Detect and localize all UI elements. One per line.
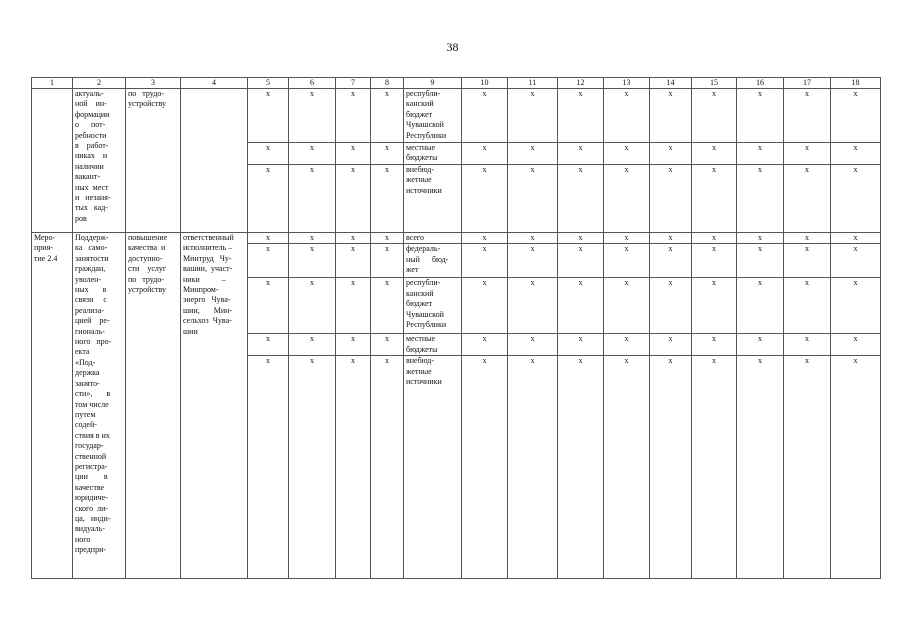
x-mark: x xyxy=(692,244,737,278)
x-mark: x xyxy=(737,278,784,334)
x-mark: x xyxy=(508,143,558,165)
column-header: 14 xyxy=(650,78,692,89)
x-mark: x xyxy=(737,334,784,356)
x-mark: x xyxy=(289,278,336,334)
x-mark: x xyxy=(248,89,289,143)
x-mark: x xyxy=(371,89,404,143)
x-mark: x xyxy=(371,244,404,278)
x-mark: x xyxy=(604,356,650,579)
x-mark: x xyxy=(784,244,831,278)
x-mark: x xyxy=(784,143,831,165)
x-mark: x xyxy=(737,356,784,579)
column-header: 17 xyxy=(784,78,831,89)
column-header: 11 xyxy=(508,78,558,89)
x-mark: x xyxy=(604,334,650,356)
x-mark: x xyxy=(371,165,404,233)
x-mark: x xyxy=(248,278,289,334)
x-mark: x xyxy=(604,278,650,334)
budget-source-cell: местные бюджеты xyxy=(404,143,462,165)
x-mark: x xyxy=(831,233,881,244)
x-mark: x xyxy=(248,233,289,244)
x-mark: x xyxy=(336,278,371,334)
x-mark: x xyxy=(508,165,558,233)
x-mark: x xyxy=(692,165,737,233)
event-title-cell: Поддерж- ка само- занятости граждан, уволен- ных в связи с реализа- цией ре- гиональ- ного про- екта «Под- держка занято- сти», в том числе путем содей- ствия в их государ- ственной регистра- ции в качестве юридиче- ского ли- ца, инди- видуаль- ного предпри- xyxy=(73,233,126,579)
x-mark: x xyxy=(737,89,784,143)
x-mark: x xyxy=(784,89,831,143)
x-mark: x xyxy=(604,233,650,244)
x-mark: x xyxy=(336,89,371,143)
column-header: 3 xyxy=(126,78,181,89)
x-mark: x xyxy=(650,233,692,244)
x-mark: x xyxy=(336,356,371,579)
x-mark: x xyxy=(371,334,404,356)
x-mark: x xyxy=(692,278,737,334)
x-mark: x xyxy=(508,244,558,278)
column-header: 5 xyxy=(248,78,289,89)
x-mark: x xyxy=(558,165,604,233)
x-mark: x xyxy=(737,244,784,278)
x-mark: x xyxy=(737,233,784,244)
x-mark: x xyxy=(692,89,737,143)
column-header: 4 xyxy=(181,78,248,89)
table-row xyxy=(32,89,881,143)
x-mark: x xyxy=(462,143,508,165)
x-mark: x xyxy=(650,143,692,165)
event-number-cell: Меро- прия- тие 2.4 xyxy=(32,233,73,579)
x-mark: x xyxy=(508,334,558,356)
x-mark: x xyxy=(831,244,881,278)
x-mark: x xyxy=(650,334,692,356)
x-mark: x xyxy=(248,334,289,356)
x-mark: x xyxy=(508,89,558,143)
x-mark: x xyxy=(462,356,508,579)
x-mark: x xyxy=(831,334,881,356)
x-mark: x xyxy=(462,278,508,334)
financing-table xyxy=(31,77,881,579)
page-number: 38 xyxy=(446,40,459,54)
x-mark: x xyxy=(784,278,831,334)
x-mark: x xyxy=(508,278,558,334)
column-header: 2 xyxy=(73,78,126,89)
x-mark: x xyxy=(784,233,831,244)
expected-result-cell: повышение качества и доступно- сти услуг по трудо- устройству xyxy=(126,233,181,579)
x-mark: x xyxy=(462,233,508,244)
x-mark: x xyxy=(650,165,692,233)
x-mark: x xyxy=(508,233,558,244)
x-mark: x xyxy=(289,233,336,244)
expected-result-cell: по трудо- устройству xyxy=(126,89,181,233)
x-mark: x xyxy=(737,143,784,165)
x-mark: x xyxy=(462,165,508,233)
x-mark: x xyxy=(371,143,404,165)
event-cell-empty xyxy=(32,89,73,233)
x-mark: x xyxy=(831,143,881,165)
x-mark: x xyxy=(558,233,604,244)
column-header: 15 xyxy=(692,78,737,89)
x-mark: x xyxy=(650,356,692,579)
x-mark: x xyxy=(692,233,737,244)
x-mark: x xyxy=(784,334,831,356)
x-mark: x xyxy=(604,165,650,233)
budget-source-cell: внебюд- жетные источники xyxy=(404,356,462,579)
column-header: 12 xyxy=(558,78,604,89)
column-header: 6 xyxy=(289,78,336,89)
x-mark: x xyxy=(371,278,404,334)
x-mark: x xyxy=(650,244,692,278)
x-mark: x xyxy=(604,143,650,165)
x-mark: x xyxy=(289,244,336,278)
executor-cell: ответственный исполнитель – Минтруд Чу- вашии, участ- ники – Минпром- энерго Чува- шии, Мин- сельхоз Чува- шии xyxy=(181,233,248,579)
column-header: 10 xyxy=(462,78,508,89)
column-header: 8 xyxy=(371,78,404,89)
x-mark: x xyxy=(831,89,881,143)
x-mark: x xyxy=(558,356,604,579)
x-mark: x xyxy=(462,89,508,143)
x-mark: x xyxy=(371,233,404,244)
x-mark: x xyxy=(784,165,831,233)
x-mark: x xyxy=(558,334,604,356)
x-mark: x xyxy=(248,165,289,233)
x-mark: x xyxy=(289,89,336,143)
budget-source-cell: республи- канский бюджет Чувашской Республики xyxy=(404,89,462,143)
x-mark: x xyxy=(784,356,831,579)
x-mark: x xyxy=(289,334,336,356)
x-mark: x xyxy=(462,244,508,278)
x-mark: x xyxy=(692,143,737,165)
budget-source-cell: местные бюджеты xyxy=(404,334,462,356)
column-header: 16 xyxy=(737,78,784,89)
x-mark: x xyxy=(558,89,604,143)
x-mark: x xyxy=(831,356,881,579)
x-mark: x xyxy=(650,278,692,334)
x-mark: x xyxy=(558,143,604,165)
column-header: 18 xyxy=(831,78,881,89)
budget-source-cell: всего xyxy=(404,233,462,244)
x-mark: x xyxy=(692,356,737,579)
column-number-row xyxy=(32,78,881,89)
x-mark: x xyxy=(462,334,508,356)
x-mark: x xyxy=(558,244,604,278)
budget-source-cell: республи- канский бюджет Чувашской Республики xyxy=(404,278,462,334)
x-mark: x xyxy=(336,165,371,233)
x-mark: x xyxy=(831,278,881,334)
x-mark: x xyxy=(508,356,558,579)
x-mark: x xyxy=(248,244,289,278)
x-mark: x xyxy=(831,165,881,233)
x-mark: x xyxy=(336,244,371,278)
budget-source-cell: внебюд- жетные источники xyxy=(404,165,462,233)
column-header: 7 xyxy=(336,78,371,89)
table-row xyxy=(32,233,881,244)
x-mark: x xyxy=(371,356,404,579)
x-mark: x xyxy=(558,278,604,334)
column-header: 9 xyxy=(404,78,462,89)
x-mark: x xyxy=(248,143,289,165)
x-mark: x xyxy=(248,356,289,579)
event-title-cell: актуаль- ной ин- формации о пот- ребности в работ- никах и наличии вакант- ных мест и незаня- тых кад- ров xyxy=(73,89,126,233)
x-mark: x xyxy=(336,334,371,356)
x-mark: x xyxy=(604,89,650,143)
budget-source-cell: федераль- ный бюд- жет xyxy=(404,244,462,278)
x-mark: x xyxy=(289,356,336,579)
x-mark: x xyxy=(737,165,784,233)
x-mark: x xyxy=(289,165,336,233)
x-mark: x xyxy=(336,143,371,165)
x-mark: x xyxy=(650,89,692,143)
x-mark: x xyxy=(289,143,336,165)
column-header: 1 xyxy=(32,78,73,89)
executor-cell-empty xyxy=(181,89,248,233)
column-header: 13 xyxy=(604,78,650,89)
x-mark: x xyxy=(336,233,371,244)
x-mark: x xyxy=(604,244,650,278)
x-mark: x xyxy=(692,334,737,356)
